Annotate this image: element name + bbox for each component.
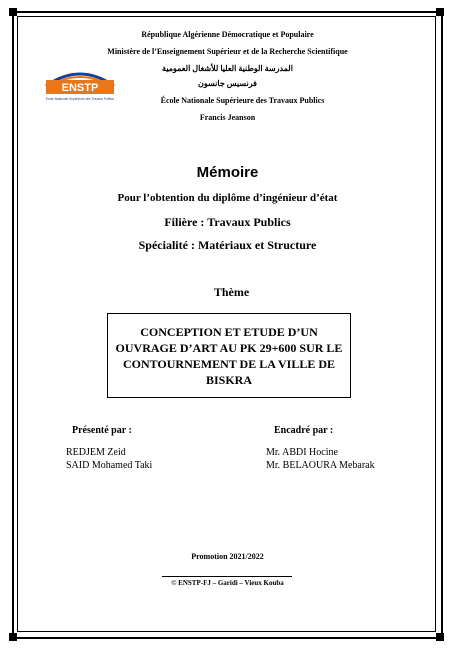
theme-title-box [107,313,351,398]
border-corner [436,8,444,16]
enstp-logo [40,64,120,106]
border-corner [436,633,444,641]
degree-line: Pour l’obtention du diplôme d’ingénieur d’état [117,192,338,204]
school-name: École Nationale Supérieure des Travaux Publics [160,96,325,105]
border-corner [9,633,17,641]
student-name: REDJEM Zeid [66,447,126,458]
footer-divider [162,576,292,577]
document-type: Mémoire [196,164,259,181]
theme-label: Thème [213,285,250,299]
border-corner [9,8,17,16]
republic-line: République Algérienne Démocratique et Populaire [141,30,314,39]
arabic-school-name: المدرسة الوطنية العليا للأشغال العمومية [162,64,293,73]
theme-title: CONCEPTION ET ETUDE D’UN OUVRAGE D’ART AU PK 29+600 SUR LE CONTOURNEMENT DE LA VILLE DE BISKRA [115,324,343,387]
ministry-line: Ministère de l’Enseignement Supérieur et de la Recherche Scientifique [107,47,348,56]
presented-by-label: Présenté par : [72,425,132,436]
svg-text:ENSTP: ENSTP [61,82,99,94]
school-subname: Francis Jeanson [199,113,256,122]
student-name: SAID Mohamed Taki [66,460,153,471]
copyright: © ENSTP-FJ – Garidi – Vieux Kouba [171,579,284,587]
specialite-line: Spécialité : Matériaux et Structure [138,238,317,252]
supervisor-name: Mr. ABDI Hocine [266,447,338,458]
svg-text:Ecole Nationale Supérieure des: Ecole Nationale Supérieure des Travaux Publics [45,97,115,101]
supervisor-name: Mr. BELAOURA Mebarak [266,460,375,471]
promotion: Promotion 2021/2022 [191,552,264,561]
filiere-line: Filière : Travaux Publics [164,215,291,229]
arabic-jeanson: فرنسيس جانسون [198,79,257,88]
supervised-by-label: Encadré par : [274,425,334,436]
